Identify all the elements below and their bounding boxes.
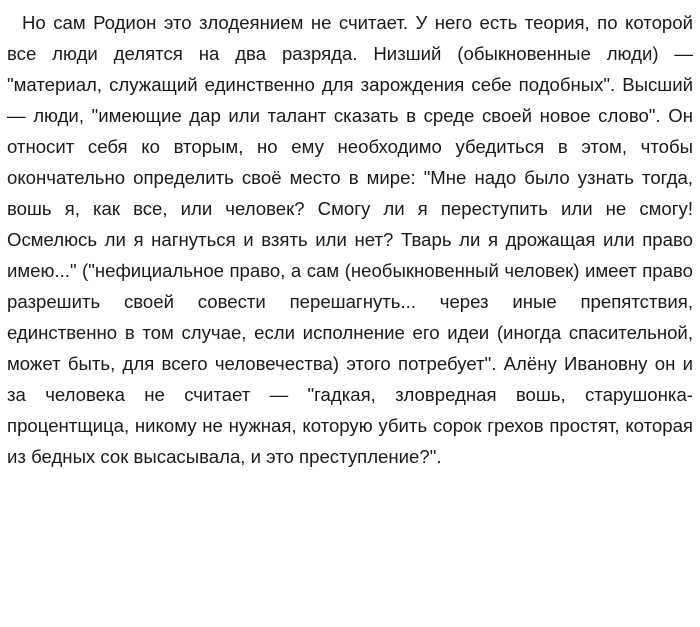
- body-paragraph: Но сам Родион это злодеянием не считает. У него есть теория, по которой все люди делятся на два разряда. Низший (обыкновенные люди) — "материал, служащий единственно для зарождения себе подобных". Высший — люди, "имеющие дар или талант сказать в среде своей новое слово". Он относит себя ко вторым, но ему необходимо убедиться в этом, чтобы окончательно определить своё место в мире: "Мне надо было узнать тогда, вошь я, как все, или человек? Смогу ли я переступить или не смогу! Осмелюсь ли я нагнуться и взять или нет? Тварь ли я дрожащая или право имею..." ("нефициальное право, а сам (необыкновенный человек) имеет право разрешить своей совести перешагнуть... через иные препятствия, единственно в том случае, если исполнение его идеи (иногда спасительной, может быть, для всего человечества) этого потребует". Алёну Ивановну он и за человека не считает — "гадкая, зловредная вошь, старушонка-процентщица, никому не нужная, которую убить сорок грехов простят, которая из бедных сок высасывала, и это преступление?".: [7, 12, 693, 467]
